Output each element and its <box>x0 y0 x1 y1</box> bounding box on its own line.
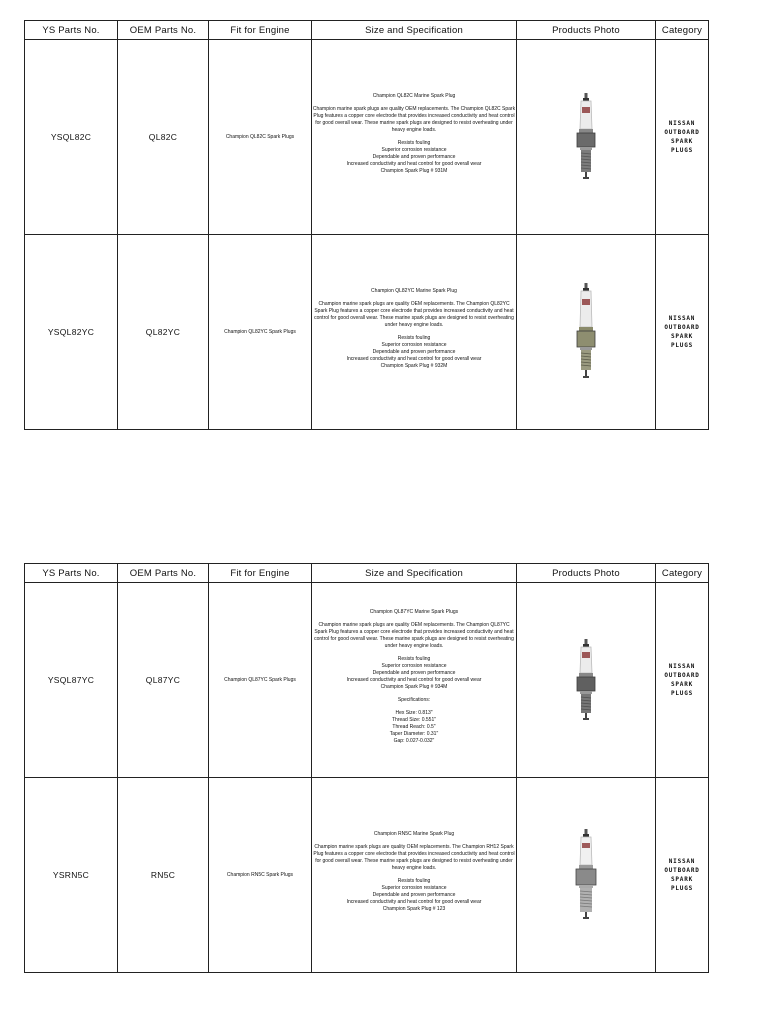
spark-plug-icon <box>573 283 599 381</box>
spec-title: Champion RN5C Marine Spark Plug <box>373 831 455 837</box>
category-cell <box>656 583 709 778</box>
feature-line: Increased conductivity and heat control for good overall wear <box>346 356 482 362</box>
header-oem-parts-no: OEM Parts No. <box>118 564 209 583</box>
feature-line: Dependable and proven performance <box>372 892 456 898</box>
specs-label: Specifications: <box>397 697 431 703</box>
spark-plug-icon <box>572 829 600 921</box>
category-word: SPARK <box>670 681 694 688</box>
fit-for-engine: Champion QL82YC Spark Plugs <box>209 235 312 430</box>
feature-line: Resists fouling <box>397 878 431 884</box>
category-word: PLUGS <box>670 147 694 154</box>
feature-line: Dependable and proven performance <box>372 670 456 676</box>
spec-features <box>312 656 516 691</box>
spec-title: Champion QL87YC Marine Spark Plugs <box>369 609 459 615</box>
category-word: PLUGS <box>670 690 694 697</box>
feature-line: Superior corrosion resistance <box>381 342 447 348</box>
size-specification <box>312 583 517 778</box>
category-cell <box>656 778 709 973</box>
oem-part-number: QL82C <box>118 40 209 235</box>
category-word: OUTBOARD <box>664 324 700 331</box>
category-word: OUTBOARD <box>664 867 700 874</box>
parts-table <box>24 20 709 430</box>
spec-line: Thread Reach: 0.5" <box>392 724 436 730</box>
header-products-photo: Products Photo <box>517 21 656 40</box>
header-category: Category <box>656 21 709 40</box>
category-cell <box>656 235 709 430</box>
feature-line: Increased conductivity and heat control for good overall wear <box>346 677 482 683</box>
size-specification <box>312 40 517 235</box>
header-category: Category <box>656 564 709 583</box>
spec-line: Hex Size: 0.813" <box>395 710 433 716</box>
table-row <box>25 235 709 430</box>
product-photo <box>517 40 656 235</box>
fit-for-engine: Champion RN5C Spark Plugs <box>209 778 312 973</box>
header-fit-for-engine: Fit for Engine <box>209 564 312 583</box>
spark-plug-icon <box>573 639 599 721</box>
spec-description: Champion marine spark plugs are quality OEM replacements. The Champion QL82C Spark Plug features a copper core electrode that provides increased conductivity and heat control for good overall wear. These marine spark plugs are designed to resist overheating under heavy engine loads. <box>312 106 516 133</box>
header-oem-parts-no: OEM Parts No. <box>118 21 209 40</box>
feature-line: Resists fouling <box>397 140 431 146</box>
ys-part-number: YSQL87YC <box>25 583 118 778</box>
spec-features <box>312 140 516 175</box>
header-ys-parts-no: YS Parts No. <box>25 564 118 583</box>
oem-part-number: QL87YC <box>118 583 209 778</box>
specs-list <box>312 710 516 745</box>
feature-line: Superior corrosion resistance <box>381 147 447 153</box>
category-word: NISSAN <box>668 315 696 322</box>
table-row <box>25 583 709 778</box>
feature-line: Resists fouling <box>397 335 431 341</box>
feature-line: Champion Spark Plug # 123 <box>382 906 446 912</box>
category-word: NISSAN <box>668 858 696 865</box>
parts-sheet-1 <box>24 20 708 430</box>
category-word: NISSAN <box>668 120 696 127</box>
spec-line: Taper Diameter: 0.31" <box>389 731 439 737</box>
feature-line: Champion Spark Plug # 934M <box>380 684 448 690</box>
header-size-spec: Size and Specification <box>312 564 517 583</box>
header-products-photo: Products Photo <box>517 564 656 583</box>
category-word: SPARK <box>670 138 694 145</box>
spec-line: Thread Size: 0.551" <box>391 717 437 723</box>
spec-features <box>312 335 516 370</box>
spec-description: Champion marine spark plugs are quality OEM replacements. The Champion RH12 Spark Plug features a copper core electrode that provides increased conductivity and heat control for good overall wear. These marine spark plugs are designed to resist overheating under heavy engine loads. <box>313 844 515 871</box>
spec-title: Champion QL82YC Marine Spark Plug <box>371 288 457 294</box>
category-word: OUTBOARD <box>664 129 700 136</box>
spec-title: Champion QL82C Marine Spark Plug <box>372 93 456 99</box>
category-word: SPARK <box>670 876 694 883</box>
ys-part-number: YSQL82C <box>25 40 118 235</box>
feature-line: Increased conductivity and heat control for good overall wear <box>346 899 482 905</box>
header-size-spec: Size and Specification <box>312 21 517 40</box>
header-fit-for-engine: Fit for Engine <box>209 21 312 40</box>
oem-part-number: QL82YC <box>118 235 209 430</box>
oem-part-number: RN5C <box>118 778 209 973</box>
feature-line: Champion Spark Plug # 931M <box>380 168 448 174</box>
feature-line: Dependable and proven performance <box>372 154 456 160</box>
table-row <box>25 778 709 973</box>
size-specification <box>312 235 517 430</box>
fit-for-engine: Champion QL87YC Spark Plugs <box>209 583 312 778</box>
spec-features <box>312 878 516 913</box>
parts-table <box>24 563 709 973</box>
spec-line: Gap: 0.027-0.032" <box>393 738 435 744</box>
category-word: OUTBOARD <box>664 672 700 679</box>
spec-description: Champion marine spark plugs are quality OEM replacements. The Champion QL87YC Spark Plug features a copper core electrode that provides increased conductivity and heat control for good overall wear. These marine spark plugs are designed to resist overheating under heavy engine loads. <box>314 622 514 649</box>
size-specification <box>312 778 517 973</box>
product-photo <box>517 778 656 973</box>
fit-for-engine: Champion QL82C Spark Plugs <box>209 40 312 235</box>
feature-line: Dependable and proven performance <box>372 349 456 355</box>
category-cell <box>656 40 709 235</box>
category-word: PLUGS <box>670 885 694 892</box>
category-word: NISSAN <box>668 663 696 670</box>
spec-description: Champion marine spark plugs are quality OEM replacements. The Champion QL82YC Spark Plug features a copper core electrode that provides increased conductivity and heat control for good overall wear. These marine spark plugs are designed to resist overheating under heavy engine loads. <box>314 301 514 328</box>
feature-line: Champion Spark Plug # 932M <box>380 363 448 369</box>
ys-part-number: YSQL82YC <box>25 235 118 430</box>
table-row <box>25 40 709 235</box>
header-ys-parts-no: YS Parts No. <box>25 21 118 40</box>
feature-line: Increased conductivity and heat control for good overall wear <box>346 161 482 167</box>
ys-part-number: YSRN5C <box>25 778 118 973</box>
product-photo <box>517 583 656 778</box>
parts-sheet-2 <box>24 563 708 973</box>
feature-line: Superior corrosion resistance <box>381 885 447 891</box>
spark-plug-icon <box>573 93 599 181</box>
feature-line: Resists fouling <box>397 656 431 662</box>
header-row <box>25 21 709 40</box>
feature-line: Superior corrosion resistance <box>381 663 447 669</box>
product-photo <box>517 235 656 430</box>
category-word: PLUGS <box>670 342 694 349</box>
category-word: SPARK <box>670 333 694 340</box>
header-row <box>25 564 709 583</box>
